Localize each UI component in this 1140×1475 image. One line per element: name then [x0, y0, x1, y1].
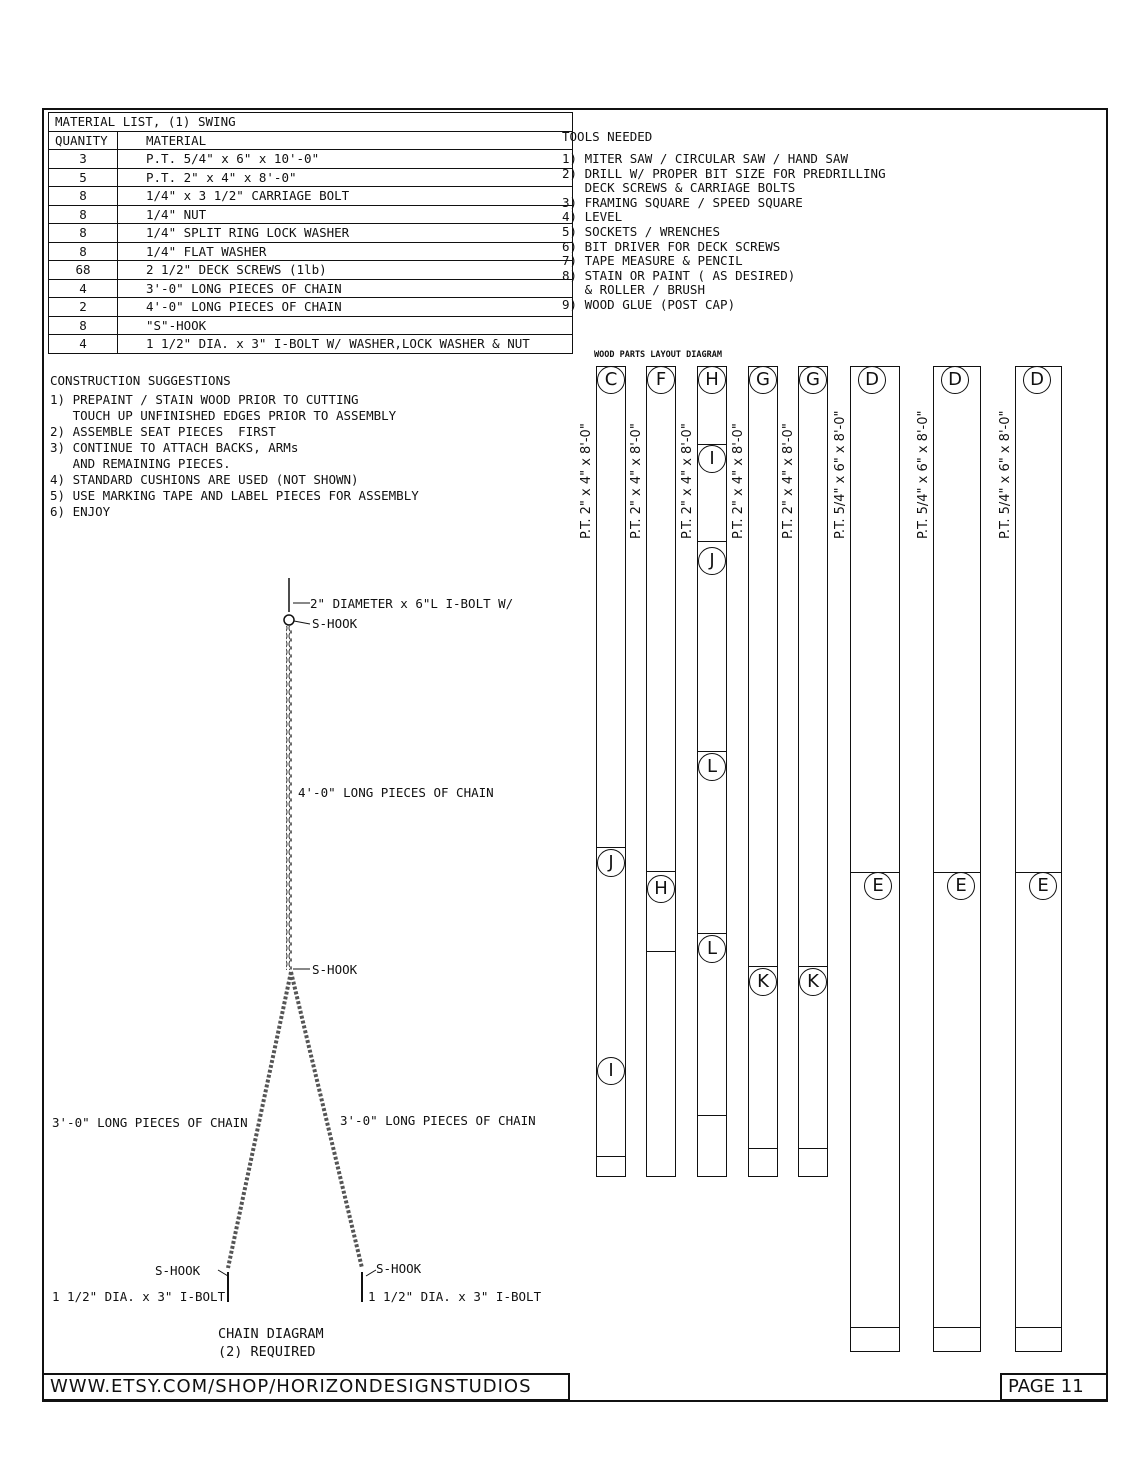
piece-label: E	[1029, 872, 1057, 900]
construction-list: 1) PREPAINT / STAIN WOOD PRIOR TO CUTTING TOUCH UP UNFINISHED EDGES PRIOR TO ASSEMBLY 2) ASSEMBLE SEAT PIECES FIRST 3) CONTINUE TO ATTACH BACKS, ARMs AND REMAINING PIECES. 4) STANDARD CUSHIONS ARE USED (NOT SHOWN) 5) USE MARKING TAPE AND LABEL PIECES FOR ASSEMBLY 6) ENJOY	[50, 392, 419, 519]
cut-line	[698, 933, 726, 934]
right-s-hook-label: S-HOOK	[376, 1261, 422, 1276]
board-size-label: P.T. 2" x 4" x 8'-0"	[781, 423, 796, 539]
long-chain	[286, 626, 292, 970]
piece-label: H	[647, 875, 675, 903]
piece-label: J	[597, 849, 625, 877]
piece-label: I	[597, 1057, 625, 1085]
board	[646, 366, 676, 1177]
left-s-hook-label: S-HOOK	[155, 1263, 201, 1278]
cut-line	[698, 751, 726, 752]
board-size-label: P.T. 5/4" x 6" x 8'-0"	[916, 410, 931, 539]
board	[748, 366, 778, 1177]
leader-right-hook	[366, 1270, 376, 1276]
board-size-label: P.T. 5/4" x 6" x 8'-0"	[998, 410, 1013, 539]
top-s-hook	[284, 615, 294, 625]
board	[596, 366, 626, 1177]
piece-label: K	[799, 968, 827, 996]
mid-s-hook-label: S-HOOK	[312, 962, 358, 977]
material-list-title: MATERIAL LIST, (1) SWING	[49, 113, 573, 132]
right-chain-label: 3'-0" LONG PIECES OF CHAIN	[340, 1113, 536, 1128]
piece-label: L	[698, 935, 726, 963]
board	[850, 366, 900, 1352]
board	[933, 366, 981, 1352]
cut-line	[799, 966, 827, 967]
material-description: 3'-0" LONG PIECES OF CHAIN	[118, 279, 573, 298]
cut-line	[698, 541, 726, 542]
board-size-label: P.T. 2" x 4" x 8'-0"	[731, 423, 746, 539]
header-material: MATERIAL	[118, 131, 573, 150]
piece-label: E	[864, 872, 892, 900]
tools-title: TOOLS NEEDED	[562, 129, 653, 144]
piece-label: J	[698, 547, 726, 575]
material-description: 2 1/2" DECK SCREWS (1lb)	[118, 261, 573, 280]
page-number: PAGE 11	[1000, 1373, 1108, 1401]
material-description: 1/4" FLAT WASHER	[118, 242, 573, 261]
cut-line	[647, 951, 675, 952]
material-description: P.T. 5/4" x 6" x 10'-0"	[118, 150, 573, 169]
construction-title: CONSTRUCTION SUGGESTIONS	[50, 373, 231, 388]
piece-label: D	[941, 366, 969, 394]
leader-left-hook	[218, 1270, 228, 1276]
piece-label: G	[749, 366, 777, 394]
cut-line	[749, 1148, 777, 1149]
cut-line	[749, 966, 777, 967]
material-quantity: 68	[49, 261, 118, 280]
long-chain-label: 4'-0" LONG PIECES OF CHAIN	[298, 785, 494, 800]
material-quantity: 8	[49, 187, 118, 206]
piece-label: K	[749, 968, 777, 996]
board-size-label: P.T. 2" x 4" x 8'-0"	[629, 423, 644, 539]
material-quantity: 8	[49, 316, 118, 335]
piece-label: C	[597, 366, 625, 394]
tools-list: 1) MITER SAW / CIRCULAR SAW / HAND SAW 2) DRILL W/ PROPER BIT SIZE FOR PREDRILLING DECK SCREWS & CARRIAGE BOLTS 3) FRAMING SQUARE / SPEED SQUARE 4) LEVEL 5) SOCKETS / WRENCHES 6) BIT DRIVER FOR DECK SCREWS 7) TAPE MEASURE & PENCIL 8) STAIN OR PAINT ( AS DESIRED) & ROLLER / BRUSH 9) WOOD GLUE (POST CAP)	[562, 151, 886, 312]
cut-line	[934, 1327, 980, 1328]
material-description: "S"-HOOK	[118, 316, 573, 335]
material-quantity: 3	[49, 150, 118, 169]
piece-label: E	[947, 872, 975, 900]
material-description: 1/4" x 3 1/2" CARRIAGE BOLT	[118, 187, 573, 206]
piece-label: G	[799, 366, 827, 394]
left-chain-label: 3'-0" LONG PIECES OF CHAIN	[52, 1115, 248, 1130]
piece-label: D	[858, 366, 886, 394]
cut-line	[799, 1148, 827, 1149]
cut-line	[698, 1115, 726, 1116]
leader-top-hook	[294, 621, 310, 624]
board	[798, 366, 828, 1177]
cut-line	[851, 1327, 899, 1328]
material-quantity: 8	[49, 224, 118, 243]
material-description: 4'-0" LONG PIECES OF CHAIN	[118, 298, 573, 317]
cut-line	[647, 871, 675, 872]
material-quantity: 4	[49, 279, 118, 298]
material-description: 1 1/2" DIA. x 3" I-BOLT W/ WASHER,LOCK WASHER & NUT	[118, 335, 573, 354]
material-description: P.T. 2" x 4" x 8'-0"	[118, 168, 573, 187]
material-quantity: 2	[49, 298, 118, 317]
piece-label: F	[647, 366, 675, 394]
layout-diagram-title: WOOD PARTS LAYOUT DIAGRAM	[594, 350, 722, 360]
piece-label: I	[698, 445, 726, 473]
board-size-label: P.T. 5/4" x 6" x 8'-0"	[833, 410, 848, 539]
material-description: 1/4" SPLIT RING LOCK WASHER	[118, 224, 573, 243]
cut-line	[597, 847, 625, 848]
material-quantity: 5	[49, 168, 118, 187]
material-quantity: 8	[49, 205, 118, 224]
right-i-bolt-label: 1 1/2" DIA. x 3" I-BOLT	[368, 1289, 542, 1304]
chain-diagram-caption-required: (2) REQUIRED	[218, 1344, 316, 1360]
cut-line	[1016, 1327, 1061, 1328]
left-i-bolt-label: 1 1/2" DIA. x 3" I-BOLT	[52, 1289, 226, 1304]
top-bolt-label: 2" DIAMETER x 6"L I-BOLT W/	[310, 596, 514, 611]
piece-label: H	[698, 366, 726, 394]
material-quantity: 8	[49, 242, 118, 261]
piece-label: D	[1023, 366, 1051, 394]
material-description: 1/4" NUT	[118, 205, 573, 224]
piece-label: L	[698, 753, 726, 781]
board-size-label: P.T. 2" x 4" x 8'-0"	[680, 423, 695, 539]
top-s-hook-label: S-HOOK	[312, 616, 358, 631]
board	[1015, 366, 1062, 1352]
board-size-label: P.T. 2" x 4" x 8'-0"	[579, 423, 594, 539]
header-quantity: QUANITY	[49, 131, 118, 150]
chain-diagram-caption: CHAIN DIAGRAM	[218, 1326, 324, 1342]
footer-url[interactable]: WWW.ETSY.COM/SHOP/HORIZONDESIGNSTUDIOS	[42, 1373, 570, 1401]
material-quantity: 4	[49, 335, 118, 354]
cut-line	[597, 1156, 625, 1157]
